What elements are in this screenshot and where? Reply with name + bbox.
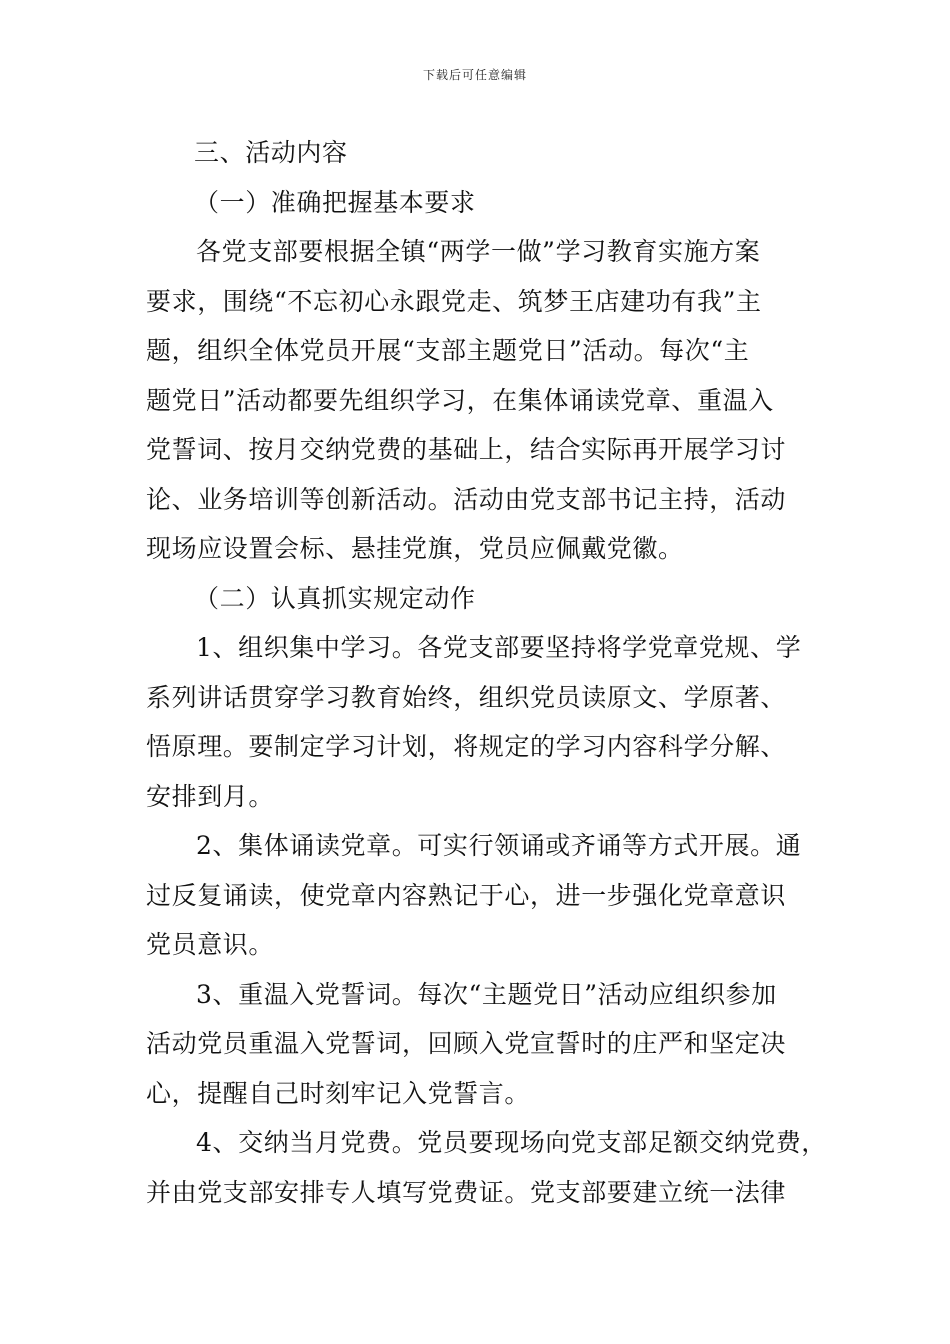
paragraph-line: 要求，围绕“不忘初心永跟党走、筑梦王店建功有我”主 bbox=[146, 286, 762, 316]
paragraph-line: 4、交纳当月党费。党员要现场向党支部足额交纳党费， bbox=[196, 1128, 827, 1157]
paragraph-line: 过反复诵读，使党章内容熟记于心，进一步强化党章意识 bbox=[146, 880, 787, 910]
paragraph-line: 安排到月。 bbox=[146, 781, 275, 811]
paragraph-line: 党员意识。 bbox=[146, 930, 275, 959]
paragraph-line: 3、重温入党誓词。每次“主题党日”活动应组织参加 bbox=[196, 979, 777, 1009]
paragraph bbox=[146, 227, 826, 574]
subsection-heading: （二）认真抓实规定动作 bbox=[194, 583, 476, 613]
paragraph bbox=[146, 623, 826, 821]
paragraph-line: 活动党员重温入党誓词，回顾入党宣誓时的庄严和坚定决 bbox=[146, 1029, 787, 1058]
paragraph-line: 1、组织集中学习。各党支部要坚持将学党章党规、学 bbox=[196, 633, 802, 662]
paragraph-line: 悟原理。要制定学习计划，将规定的学习内容科学分解、 bbox=[146, 732, 787, 761]
paragraph bbox=[146, 970, 826, 1119]
paragraph bbox=[146, 821, 826, 970]
paragraph-line: 题党日”活动都要先组织学习，在集体诵读党章、重温入 bbox=[146, 385, 774, 415]
document-body bbox=[146, 128, 826, 1217]
paragraph-line: 论、业务培训等创新活动。活动由党支部书记主持，活动 bbox=[146, 484, 787, 514]
paragraph-line: 2、集体诵读党章。可实行领诵或齐诵等方式开展。通 bbox=[196, 831, 802, 860]
paragraph-line: 题，组织全体党员开展“支部主题党日”活动。每次“主 bbox=[146, 336, 750, 365]
paragraph-line: 各党支部要根据全镇“两学一做”学习教育实施方案 bbox=[196, 237, 761, 266]
paragraph bbox=[146, 1118, 826, 1217]
paragraph-line: 并由党支部安排专人填写党费证。党支部要建立统一法律 bbox=[146, 1177, 787, 1207]
paragraph-line: 现场应设置会标、悬挂党旗，党员应佩戴党徽。 bbox=[146, 534, 684, 563]
subsection-heading: （一）准确把握基本要求 bbox=[194, 187, 476, 217]
paragraph-line: 心，提醒自己时刻牢记入党誓言。 bbox=[146, 1078, 531, 1108]
page-header: 下载后可任意编辑 bbox=[422, 68, 527, 82]
paragraph-line: 党誓词、按月交纳党费的基础上，结合实际再开展学习讨 bbox=[146, 435, 787, 464]
paragraph-line: 系列讲话贯穿学习教育始终，组织党员读原文、学原著、 bbox=[146, 682, 787, 712]
section-title: 三、活动内容 bbox=[194, 138, 348, 167]
